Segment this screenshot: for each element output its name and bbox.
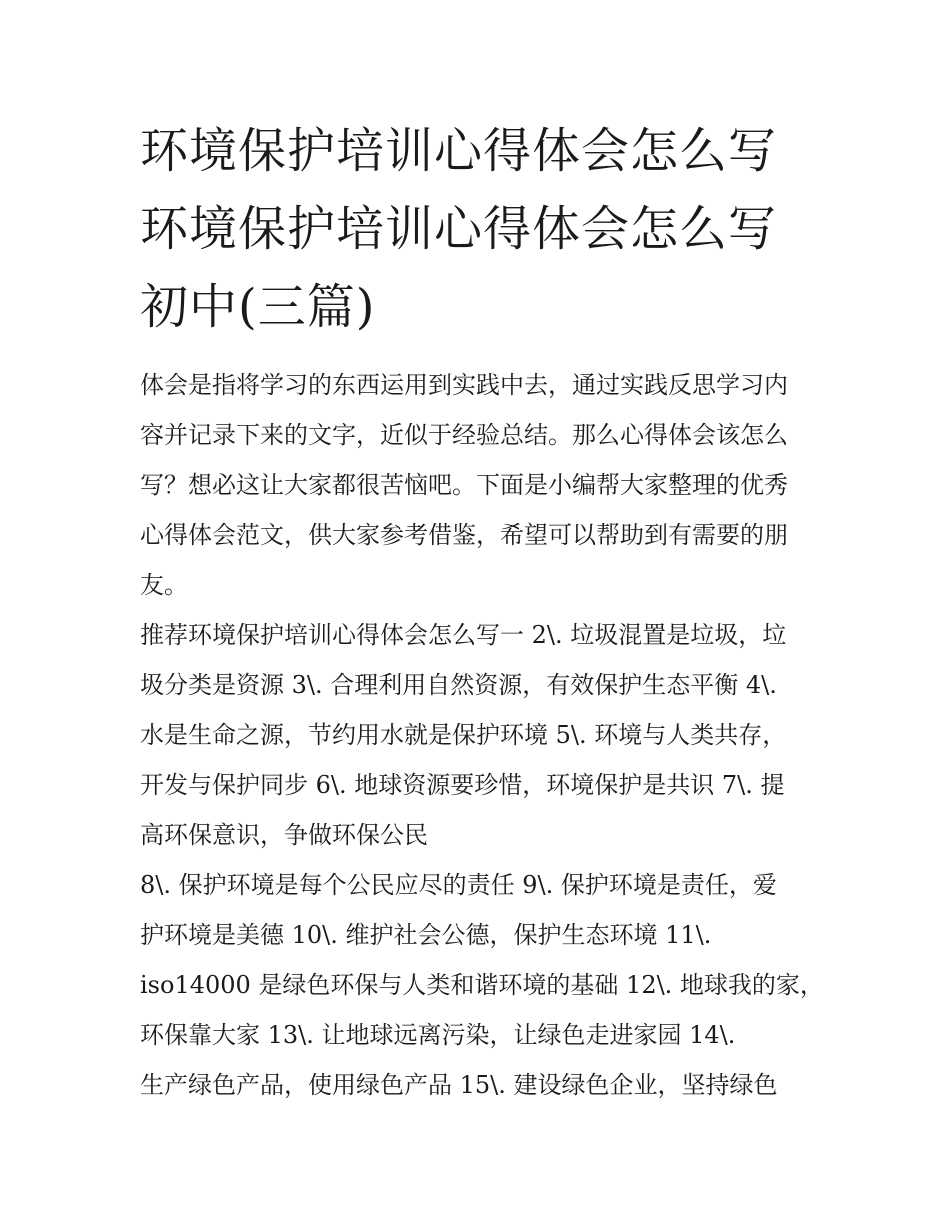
document-page [140, 112, 824, 1110]
title-line: 环境保护培训心得体会怎么写 [140, 201, 778, 257]
text-line: 心得体会范文，供大家参考借鉴，希望可以帮助到有需要的朋 [140, 521, 788, 549]
slogans-paragraph-2 [140, 860, 824, 1110]
title-line: 环境保护培训心得体会怎么写 [140, 123, 778, 179]
slogans-paragraph-1 [140, 610, 820, 860]
title-line: 初中(三篇) [140, 279, 376, 335]
text-line: 圾分类是资源 3\. 合理利用自然资源，有效保护生态平衡 4\. [140, 671, 777, 699]
document-title [140, 112, 820, 346]
text-line: 生产绿色产品，使用绿色产品 15\. 建设绿色企业，坚持绿色 [140, 1071, 778, 1099]
text-line: 友。 [140, 571, 188, 599]
text-line: 推荐环境保护培训心得体会怎么写一 2\. 垃圾混置是垃圾，垃 [140, 621, 787, 649]
text-line: 环保靠大家 13\. 让地球远离污染，让绿色走进家园 14\. [140, 1021, 736, 1049]
text-line: 容并记录下来的文字，近似于经验总结。那么心得体会该怎么 [140, 421, 788, 449]
text-line: iso14000 是绿色环保与人类和谐环境的基础 12\. 地球我的家， [140, 971, 824, 999]
text-line: 写？想必这让大家都很苦恼吧。下面是小编帮大家整理的优秀 [140, 471, 788, 499]
text-line: 护环境是美德 10\. 维护社会公德，保护生态环境 11\. [140, 921, 712, 949]
text-line: 8\. 保护环境是每个公民应尽的责任 9\. 保护环境是责任，爱 [140, 871, 777, 899]
text-line: 开发与保护同步 6\. 地球资源要珍惜，环境保护是共识 7\. 提 [140, 771, 785, 799]
text-line: 水是生命之源，节约用水就是保护环境 5\. 环境与人类共存， [140, 721, 787, 749]
text-line: 体会是指将学习的东西运用到实践中去，通过实践反思学习内 [140, 371, 788, 399]
text-line: 高环保意识，争做环保公民 [140, 821, 428, 849]
intro-paragraph [140, 360, 820, 610]
